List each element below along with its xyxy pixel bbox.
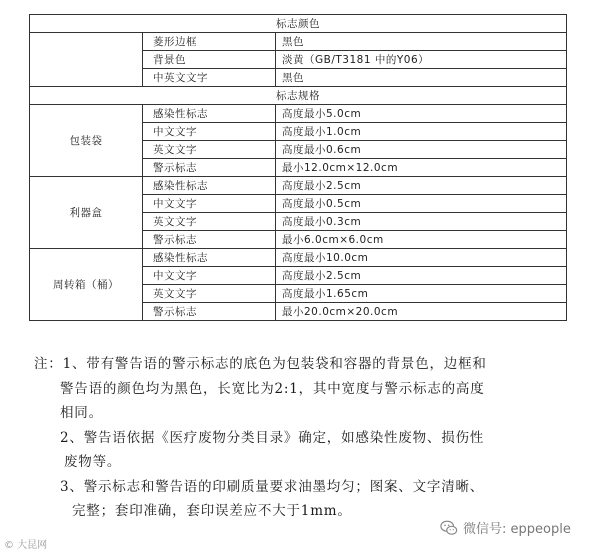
spec-label: 英文文字: [143, 141, 276, 159]
spec-value: 高度最小1.0cm: [276, 123, 567, 141]
table-row: [30, 177, 567, 195]
spec-label: 警示标志: [143, 159, 276, 177]
spec-value: 高度最小1.65cm: [276, 285, 567, 303]
group-name: 利器盒: [30, 177, 143, 249]
spec-value: 最小12.0cm×12.0cm: [276, 159, 567, 177]
color-label: 背景色: [143, 51, 276, 69]
watermark-right-text: 微信号: eppeople: [463, 522, 571, 537]
color-label: 菱形边框: [143, 33, 276, 51]
spec-label: 英文文字: [143, 285, 276, 303]
colors-blank-cell: [30, 33, 143, 87]
note-3-text: 3、警示标志和警告语的印刷质量要求油墨均匀；图案、文字清晰、: [60, 478, 485, 495]
note-1-text: 1、带有警告语的警示标志的底色为包装袋和容器的背景色，边框和: [62, 356, 487, 372]
group-name: 包装袋: [30, 105, 143, 177]
notes-block: [34, 352, 574, 524]
spec-value: 高度最小0.6cm: [276, 141, 567, 159]
spec-label: 中文文字: [143, 195, 276, 213]
spec-value: 高度最小5.0cm: [276, 105, 567, 123]
note-line: [34, 352, 574, 377]
color-value: 黑色: [276, 33, 567, 51]
watermark-left: © 大昆网: [4, 540, 48, 551]
spec-label: 警示标志: [143, 231, 276, 249]
spec-label: 中文文字: [143, 267, 276, 285]
colors-header: 标志颜色: [30, 15, 567, 33]
spec-label: 感染性标志: [143, 105, 276, 123]
notes-prefix: 注：: [34, 356, 63, 372]
note-2-text: 2、警告语依据《医疗废物分类目录》确定，如感染性废物、损伤性: [60, 429, 485, 446]
note-line: 废物等。: [64, 454, 122, 470]
spec-header: 标志规格: [30, 87, 567, 105]
spec-value: 最小6.0cm×6.0cm: [276, 231, 567, 249]
color-value: 黑色: [276, 69, 567, 87]
table-row: [30, 105, 567, 123]
spec-value: 高度最小10.0cm: [276, 249, 567, 267]
wechat-icon: [440, 519, 458, 537]
table-row: [30, 249, 567, 267]
table-row: [30, 87, 567, 105]
spec-value: 高度最小0.3cm: [276, 213, 567, 231]
group-name: 周转箱（桶）: [30, 249, 143, 321]
spec-table: [29, 14, 567, 321]
spec-label: 中文文字: [143, 123, 276, 141]
spec-value: 最小20.0cm×20.0cm: [276, 303, 567, 321]
table-row: [30, 33, 567, 51]
spec-label: 感染性标志: [143, 177, 276, 195]
note-line: 警告语的颜色均为黑色，长宽比为2:1，其中宽度与警示标志的高度: [60, 380, 485, 397]
color-value: 淡黄（GB/T3181 中的Y06）: [276, 51, 567, 69]
spec-label: 感染性标志: [143, 249, 276, 267]
spec-value: 高度最小2.5cm: [276, 267, 567, 285]
note-line: 相同。: [60, 405, 103, 421]
note-line: 完整；套印准确，套印误差应不大于1mm。: [72, 503, 352, 519]
table-row: [30, 15, 567, 33]
spec-label: 警示标志: [143, 303, 276, 321]
color-label: 中英文文字: [143, 69, 276, 87]
spec-label: 英文文字: [143, 213, 276, 231]
spec-value: 高度最小2.5cm: [276, 177, 567, 195]
spec-value: 高度最小0.5cm: [276, 195, 567, 213]
watermark-wechat: [440, 518, 571, 537]
